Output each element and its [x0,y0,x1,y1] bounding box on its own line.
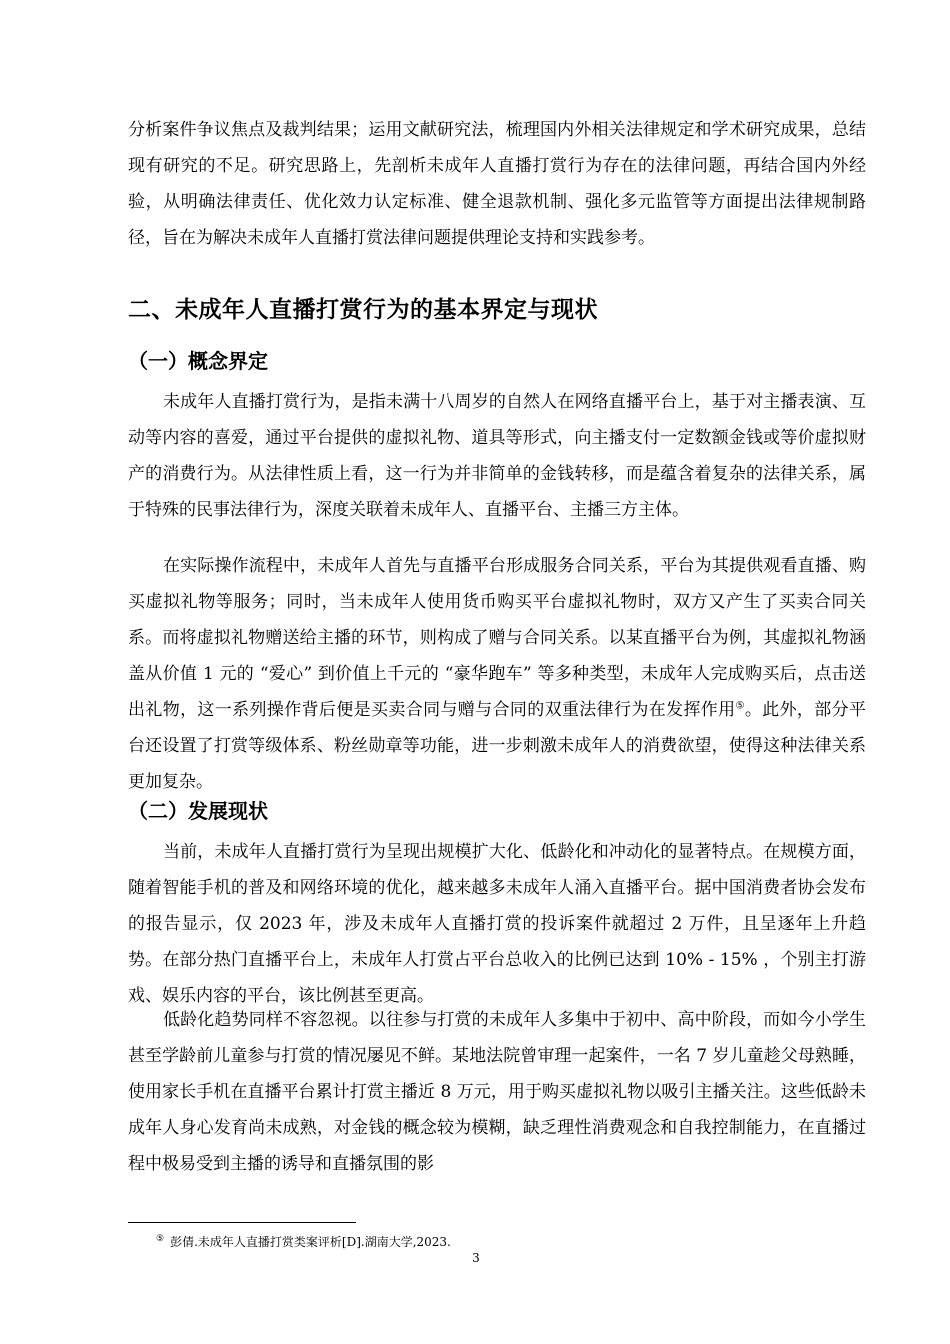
footnote-mark: ⑤ [156,1234,165,1244]
page-number: 3 [472,1251,480,1265]
footnote-reference: ⑤ [735,700,745,712]
concept-paragraph-2 [128,548,866,800]
concept-paragraph-2-text-a: 在实际操作流程中，未成年人首先与直播平台形成服务合同关系，平台为其提供观看直播、购买虚拟礼物等服务；同时，当未成年人使用货币购买平台虚拟礼物时，双方又产生了买卖合同关系。而将虚拟礼物赠送给主播的环节，则构成了赠与合同关系。以某直播平台为例，其虚拟礼物涵盖从价值 1 元的 “爱心” 到价值上千元的 “豪华跑车” 等多种类型，未成年人完成购买后，点击送出礼物，这一系列操作背后便是买卖合同与赠与合同的双重法律行为在发挥作用 [128,556,866,720]
status-paragraph-2: 低龄化趋势同样不容忽视。以往参与打赏的未成年人多集中于初中、高中阶段，而如今小学生甚至学龄前儿童参与打赏的情况屡见不鲜。某地法院曾审理一起案件，一名 7 岁儿童趁父母熟睡，使用家长手机在直播平台累计打赏主播近 8 万元，用于购买虚拟礼物以吸引主播关注。这些低龄未成年人身心发育尚未成熟，对金钱的概念较为模糊，缺乏理性消费观念和自我控制能力，在直播过程中极易受到主播的诱导和直播氛围的影 [128,1010,866,1174]
concept-paragraph-1: 未成年人直播打赏行为，是指未满十八周岁的自然人在网络直播平台上，基于对主播表演、互动等内容的喜爱，通过平台提供的虚拟礼物、道具等形式，向主播支付一定数额金钱或等价虚拟财产的消费行为。从法律性质上看，这一行为并非简单的金钱转移，而是蕴含着复杂的法律关系，属于特殊的民事法律行为，深度关联着未成年人、直播平台、主播三方主体。 [128,392,866,520]
footnote-separator [128,1222,356,1223]
subsection-heading-status: （二）发展现状 [128,799,268,823]
footnote-text: 彭倩.未成年人直播打赏类案评析[D].湖南大学,2023. [170,1235,451,1249]
footnote [156,1234,451,1250]
subsection-heading-concept: （一）概念界定 [128,349,268,373]
intro-paragraph: 分析案件争议焦点及裁判结果；运用文献研究法，梳理国内外相关法律规定和学术研究成果，总结现有研究的不足。研究思路上，先剖析未成年人直播打赏行为存在的法律问题，再结合国内外经验，从明确法律责任、优化效力认定标准、健全退款机制、强化多元监管等方面提出法律规制路径，旨在为解决未成年人直播打赏法律问题提供理论支持和实践参考。 [128,120,866,248]
concept-paragraph-2-text-b: 。此外，部分平台还设置了打赏等级体系、粉丝勋章等功能，进一步刺激未成年人的消费欲望，使得这种法律关系更加复杂。 [128,700,867,792]
status-paragraph-1: 当前，未成年人直播打赏行为呈现出规模扩大化、低龄化和冲动化的显著特点。在规模方面，随着智能手机的普及和网络环境的优化，越来越多未成年人涌入直播平台。据中国消费者协会发布的报告显示，仅 2023 年，涉及未成年人直播打赏的投诉案件就超过 2 万件，且呈逐年上升趋势。在部分热门直播平台上，未成年人打赏占平台总收入的比例已达到 10% - 15% ，个别主打游戏、娱乐内容的平台，该比例甚至更高。 [128,842,866,1006]
section-heading: 二、未成年人直播打赏行为的基本界定与现状 [128,297,598,323]
